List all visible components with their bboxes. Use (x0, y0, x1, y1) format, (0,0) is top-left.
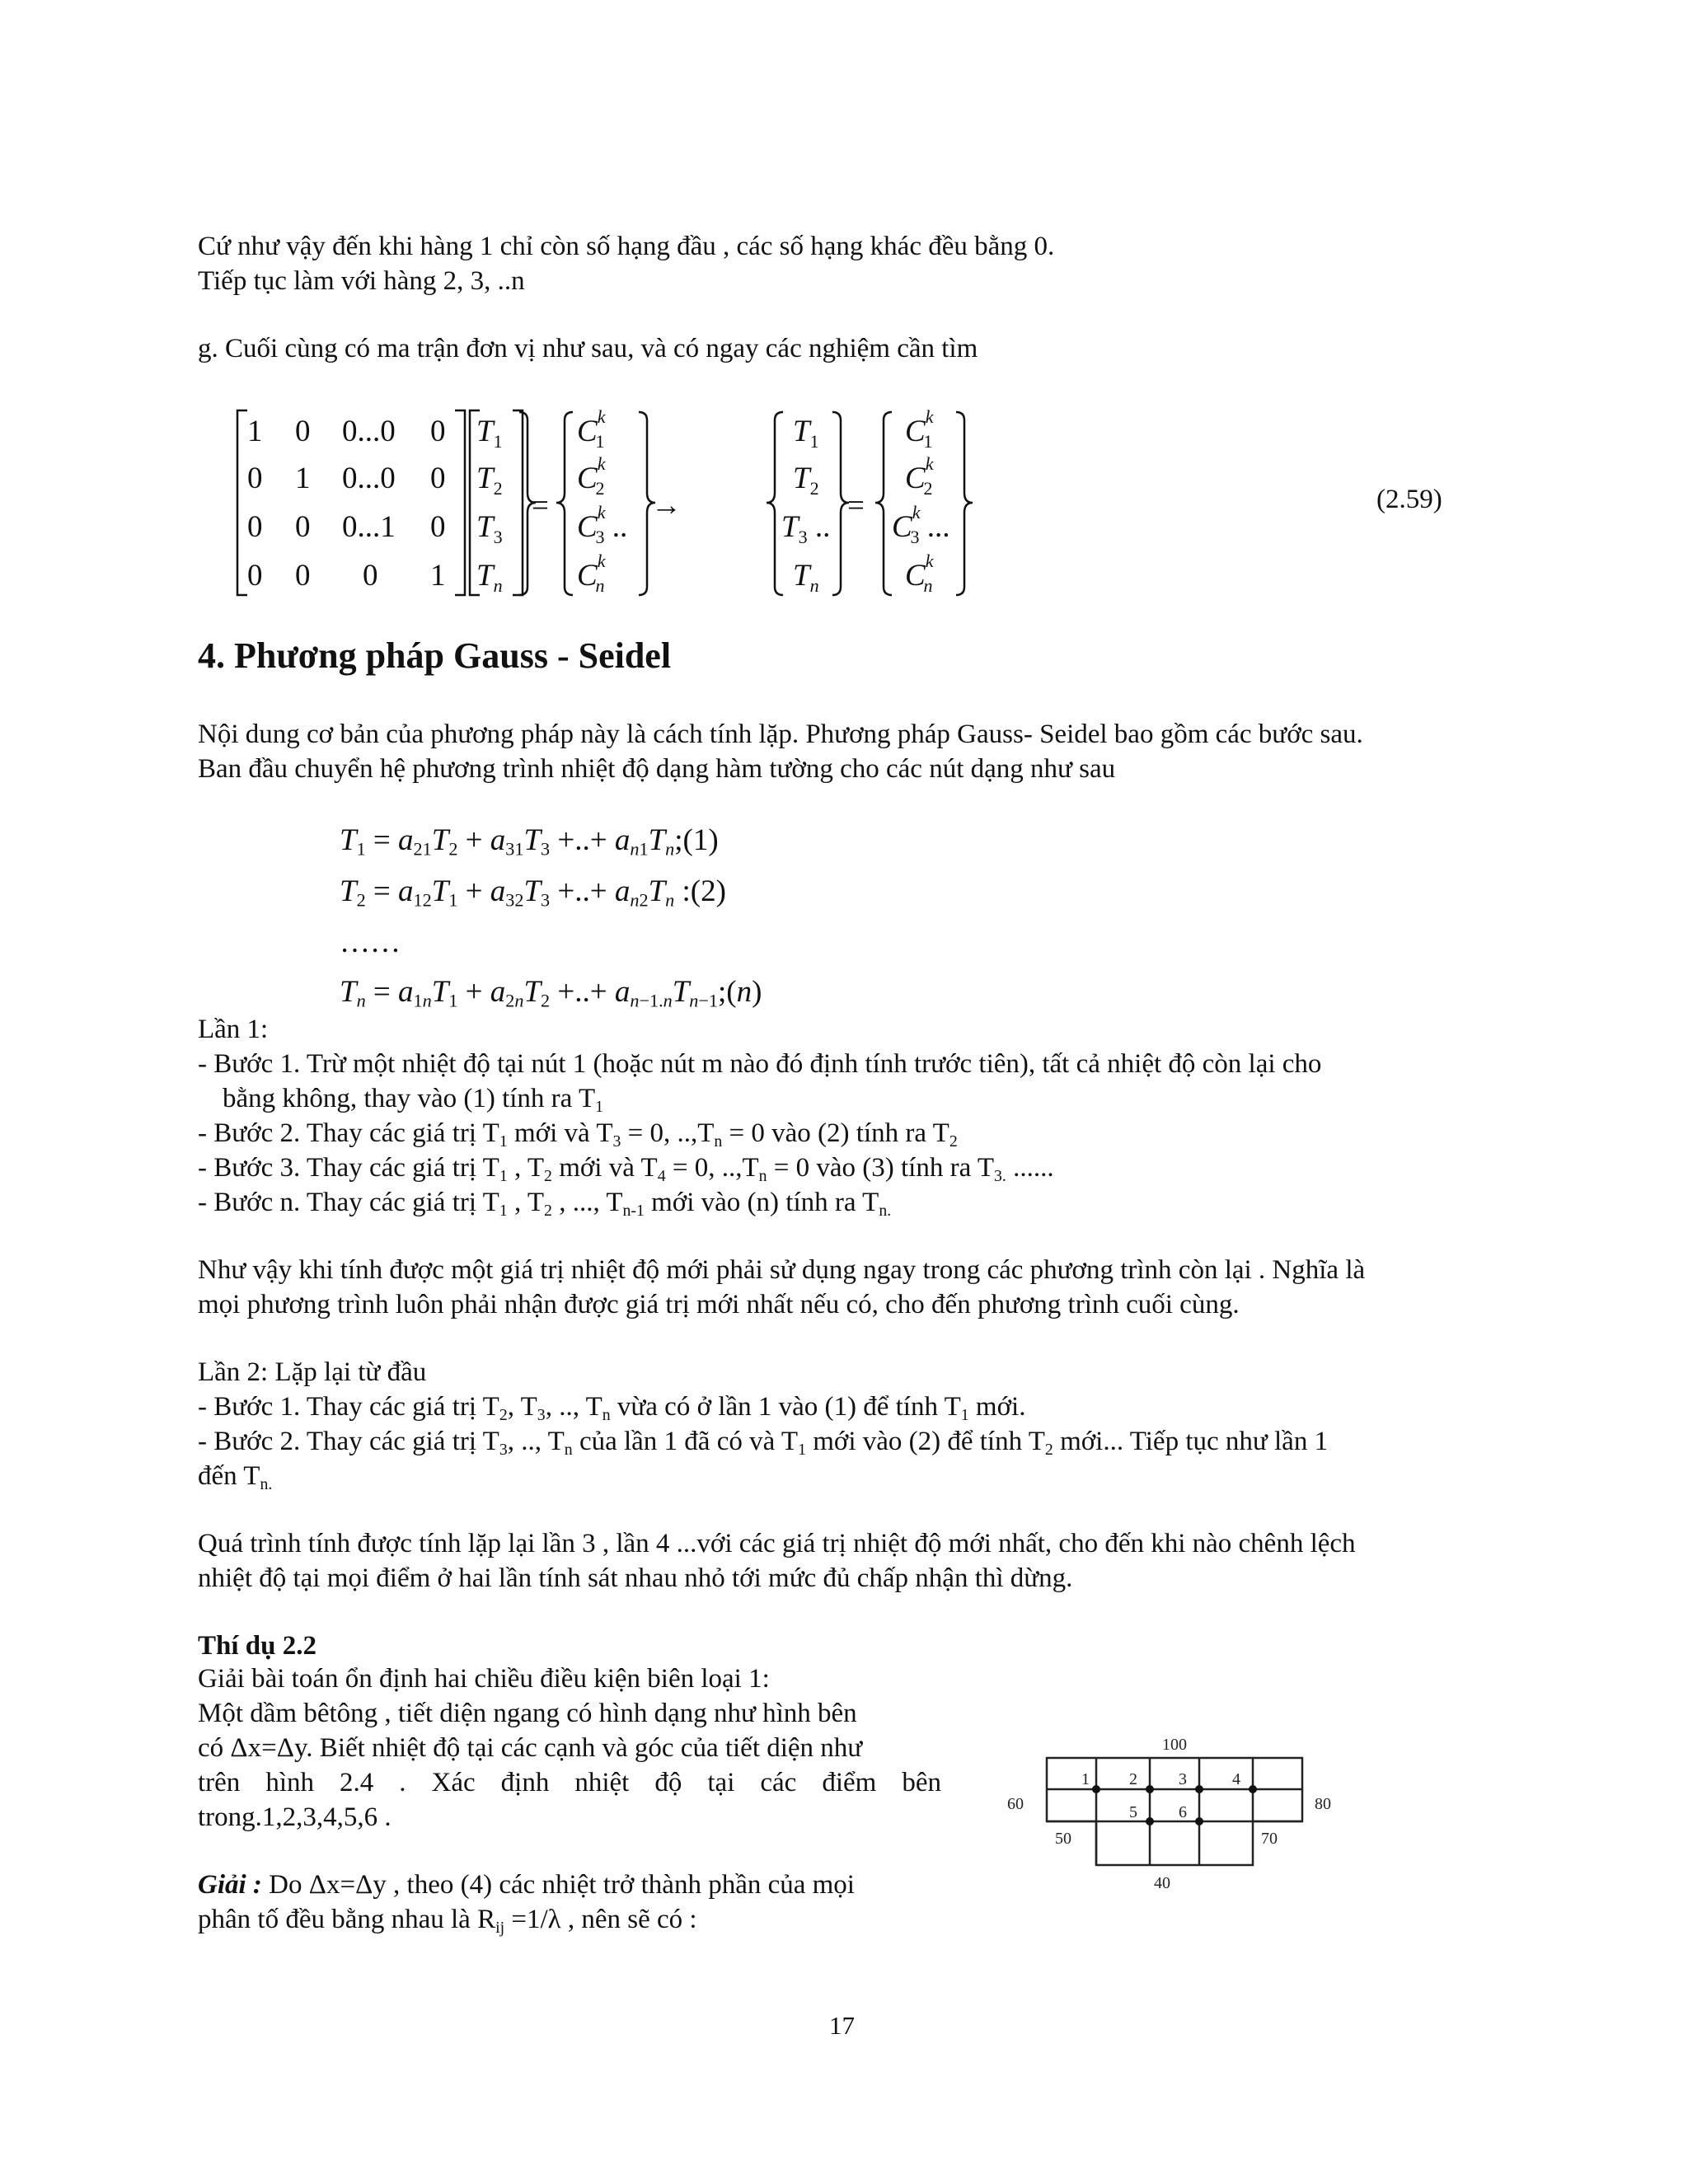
pass2-step1: - Bước 1. Thay các giá trị $T_2$, $T_3$, .., $T_n$ vừa có ở lần 1 vào (1) để tính $T_1$ mới. (198, 1392, 1026, 1424)
example-line: có Δx=Δy. Biết nhiệt độ tại các cạnh và góc của tiết diện như (198, 1733, 863, 1763)
pass1-stepn: - Bước n. Thay các giá trị $T_1$ , $T_2$ , ..., $T_{n-1}$ mới vào (n) tính ra $T_{n.}$ (198, 1188, 892, 1220)
equation-n: $T_n = a_{1n}T_1 + a_{2n}T_2$ +..+ $a_{n-1.n}T_{n-1};(n)$ (340, 975, 762, 1011)
solution-line: Giải : Do Δx=Δy , theo (4) các nhiệt trở thành phần của mọi (198, 1870, 855, 1900)
svg-text:Ck3 ...: $C^k$ 3 ... (892, 502, 950, 547)
label-bottom-left: 50 (1055, 1830, 1071, 1848)
svg-text:Ck1: $C^k$ 1 (577, 406, 606, 452)
matrix-cell: 0 (247, 510, 263, 544)
paragraph-line: Nội dung cơ bản của phương pháp này là cách tính lặp. Phương pháp Gauss- Seidel bao gồm các bước sau. (198, 719, 1363, 749)
node-label: 5 (1129, 1803, 1137, 1821)
pass1-step2: - Bước 2. Thay các giá trị $T_1$ mới và $T_3 = 0$, $..,T_n = 0$ vào (2) tính ra $T_2$ (198, 1118, 958, 1151)
example-line: Một dầm bêtông , tiết diện ngang có hình dạng như hình bên (198, 1699, 857, 1728)
svg-text:T1: $T_1$ (476, 415, 503, 452)
label-bottom-right: 70 (1261, 1830, 1278, 1848)
example-line: trong.1,2,3,4,5,6 . (198, 1802, 392, 1832)
paragraph-line: Ban đầu chuyển hệ phương trình nhiệt độ dạng hàm tường cho các nút dạng như sau (198, 754, 1116, 784)
pass2-title: Lần 2: Lặp lại từ đầu (198, 1357, 427, 1387)
pass1-step3: - Bước 3. Thay các giá trị $T_1$ , $T_2$ mới và $T_4 = 0$, $..,T_n = 0$ vào (3) tính ra $T_{3.}$ ...... (198, 1153, 1054, 1185)
matrix-cell: 0 (295, 510, 311, 544)
example-line: Giải bài toán ổn định hai chiều điều kiện biên loại 1: (198, 1664, 770, 1694)
example-title: Thí dụ 2.2 (198, 1631, 316, 1661)
pass1-step1: - Bước 1. Trừ một nhiệt độ tại nút 1 (hoặc nút m nào đó định tính trước tiên), tất cả nhiệt độ còn lại cho (198, 1049, 1322, 1079)
label-right: 80 (1315, 1795, 1331, 1813)
matrix-cell: 1 (430, 559, 446, 593)
matrix-cell: 0 (295, 559, 311, 593)
svg-text:Tn: $T_n$ (793, 559, 819, 596)
equation-2: $T_2 = a_{12}T_1 + a_{32}T_3$ +..+ $a_{n2}T_n$ :(2) (340, 874, 726, 911)
paragraph-line: Như vậy khi tính được một giá trị nhiệt độ mới phải sử dụng ngay trong các phương trình còn lại . Nghĩa là (198, 1255, 1366, 1285)
grid-node (1092, 1785, 1100, 1793)
svg-text:Ckn: $C^k$ n (905, 551, 934, 596)
paragraph-line: mọi phương trình luôn phải nhận được giá trị mới nhất nếu có, cho đến phương trình cuối cùng. (198, 1290, 1240, 1319)
svg-text:Ck2: $C^k$ 2 (905, 453, 934, 499)
label-top: 100 (1162, 1736, 1187, 1754)
text-line: Cứ như vậy đến khi hàng 1 chỉ còn số hạng đầu , các số hạng khác đều bằng 0. (198, 232, 1055, 261)
node-label: 6 (1179, 1803, 1187, 1821)
pass2-step2-cont: đến $T_{n.}$ (198, 1461, 273, 1493)
grid-figure (997, 1727, 1343, 1916)
svg-text:→: → (651, 489, 682, 523)
label-bottom: 40 (1154, 1874, 1170, 1892)
solution-line: phân tố đều bằng nhau là $R_{ij} =1/\lambda$ , nên sẽ có : (198, 1905, 697, 1937)
grid-node (1146, 1785, 1154, 1793)
svg-text:Tn: $T_n$ (476, 559, 503, 596)
pass2-step2: - Bước 2. Thay các giá trị $T_3$, .., $T_n$ của lần 1 đã có và $T_1$ mới vào (2) để tính $T_2$ mới... Tiếp tục như lần 1 (198, 1427, 1329, 1459)
matrix-cell: 1 (247, 415, 263, 448)
matrix-cell: 0 (430, 510, 446, 544)
solution-label: Giải : (198, 1870, 262, 1900)
equation-number: (2.59) (1376, 485, 1442, 514)
svg-text:Ck2: $C^k$ 2 (577, 453, 606, 499)
grid-node (1249, 1785, 1257, 1793)
matrix-cell: 0 (430, 415, 446, 448)
svg-text:=: = (532, 489, 549, 523)
matrix-cell: 0...0 (342, 462, 396, 495)
grid-node (1195, 1785, 1203, 1793)
pass1-step1-cont: bằng không, thay vào (1) tính ra $T_1$ (223, 1084, 604, 1116)
svg-text:T2: $T_2$ (793, 462, 819, 499)
paragraph-line: nhiệt độ tại mọi điểm ở hai lần tính sát nhau nhỏ tới mức đủ chấp nhận thì dừng. (198, 1563, 1073, 1593)
section-title: 4. Phương pháp Gauss - Seidel (198, 635, 672, 676)
svg-text:T3 ..: $T_3$ .. (781, 510, 831, 547)
label-left: 60 (1007, 1795, 1024, 1813)
example-line: trên hình 2.4 . Xác định nhiệt độ tại các điểm bên (198, 1768, 941, 1797)
text-line: g. Cuối cùng có ma trận đơn vị như sau, và có ngay các nghiệm cần tìm (198, 334, 978, 363)
svg-text:Ck1: $C^k$ 1 (905, 406, 934, 452)
svg-text:T3: $T_3$ (476, 510, 503, 547)
svg-text:T2: $T_2$ (476, 462, 503, 499)
node-label: 2 (1129, 1770, 1137, 1788)
equation-ellipsis: …… (340, 926, 401, 959)
node-label: 1 (1081, 1770, 1090, 1788)
matrix-cell: 0 (363, 559, 378, 593)
svg-text:T1: $T_1$ (793, 415, 819, 452)
equation-1: $T_1 = a_{21}T_2 + a_{31}T_3$ +..+ $a_{n1}T_n;(1)$ (340, 823, 719, 860)
matrix-cell: 1 (295, 462, 311, 495)
grid-node (1195, 1817, 1203, 1825)
matrix-cell: 0...1 (342, 510, 396, 544)
text-line: Tiếp tục làm với hàng 2, 3, ..n (198, 266, 525, 296)
svg-text:Ck3 ..: $C^k$ 3 .. (577, 502, 628, 547)
node-label: 4 (1232, 1770, 1240, 1788)
grid-node (1146, 1817, 1154, 1825)
svg-text:=: = (847, 489, 865, 523)
node-label: 3 (1179, 1770, 1187, 1788)
matrix-cell: 0 (430, 462, 446, 495)
matrix-cell: 0...0 (342, 415, 396, 448)
matrix-cell: 0 (247, 462, 263, 495)
page-number: 17 (829, 2011, 855, 2040)
matrix-cell: 0 (295, 415, 311, 448)
svg-text:Ckn: $C^k$ n (577, 551, 606, 596)
pass1-title: Lần 1: (198, 1015, 269, 1044)
matrix-cell: 0 (247, 559, 263, 593)
paragraph-line: Quá trình tính được tính lặp lại lần 3 , lần 4 ...với các giá trị nhiệt độ mới nhất, cho đến khi nào chênh lệch (198, 1529, 1356, 1558)
